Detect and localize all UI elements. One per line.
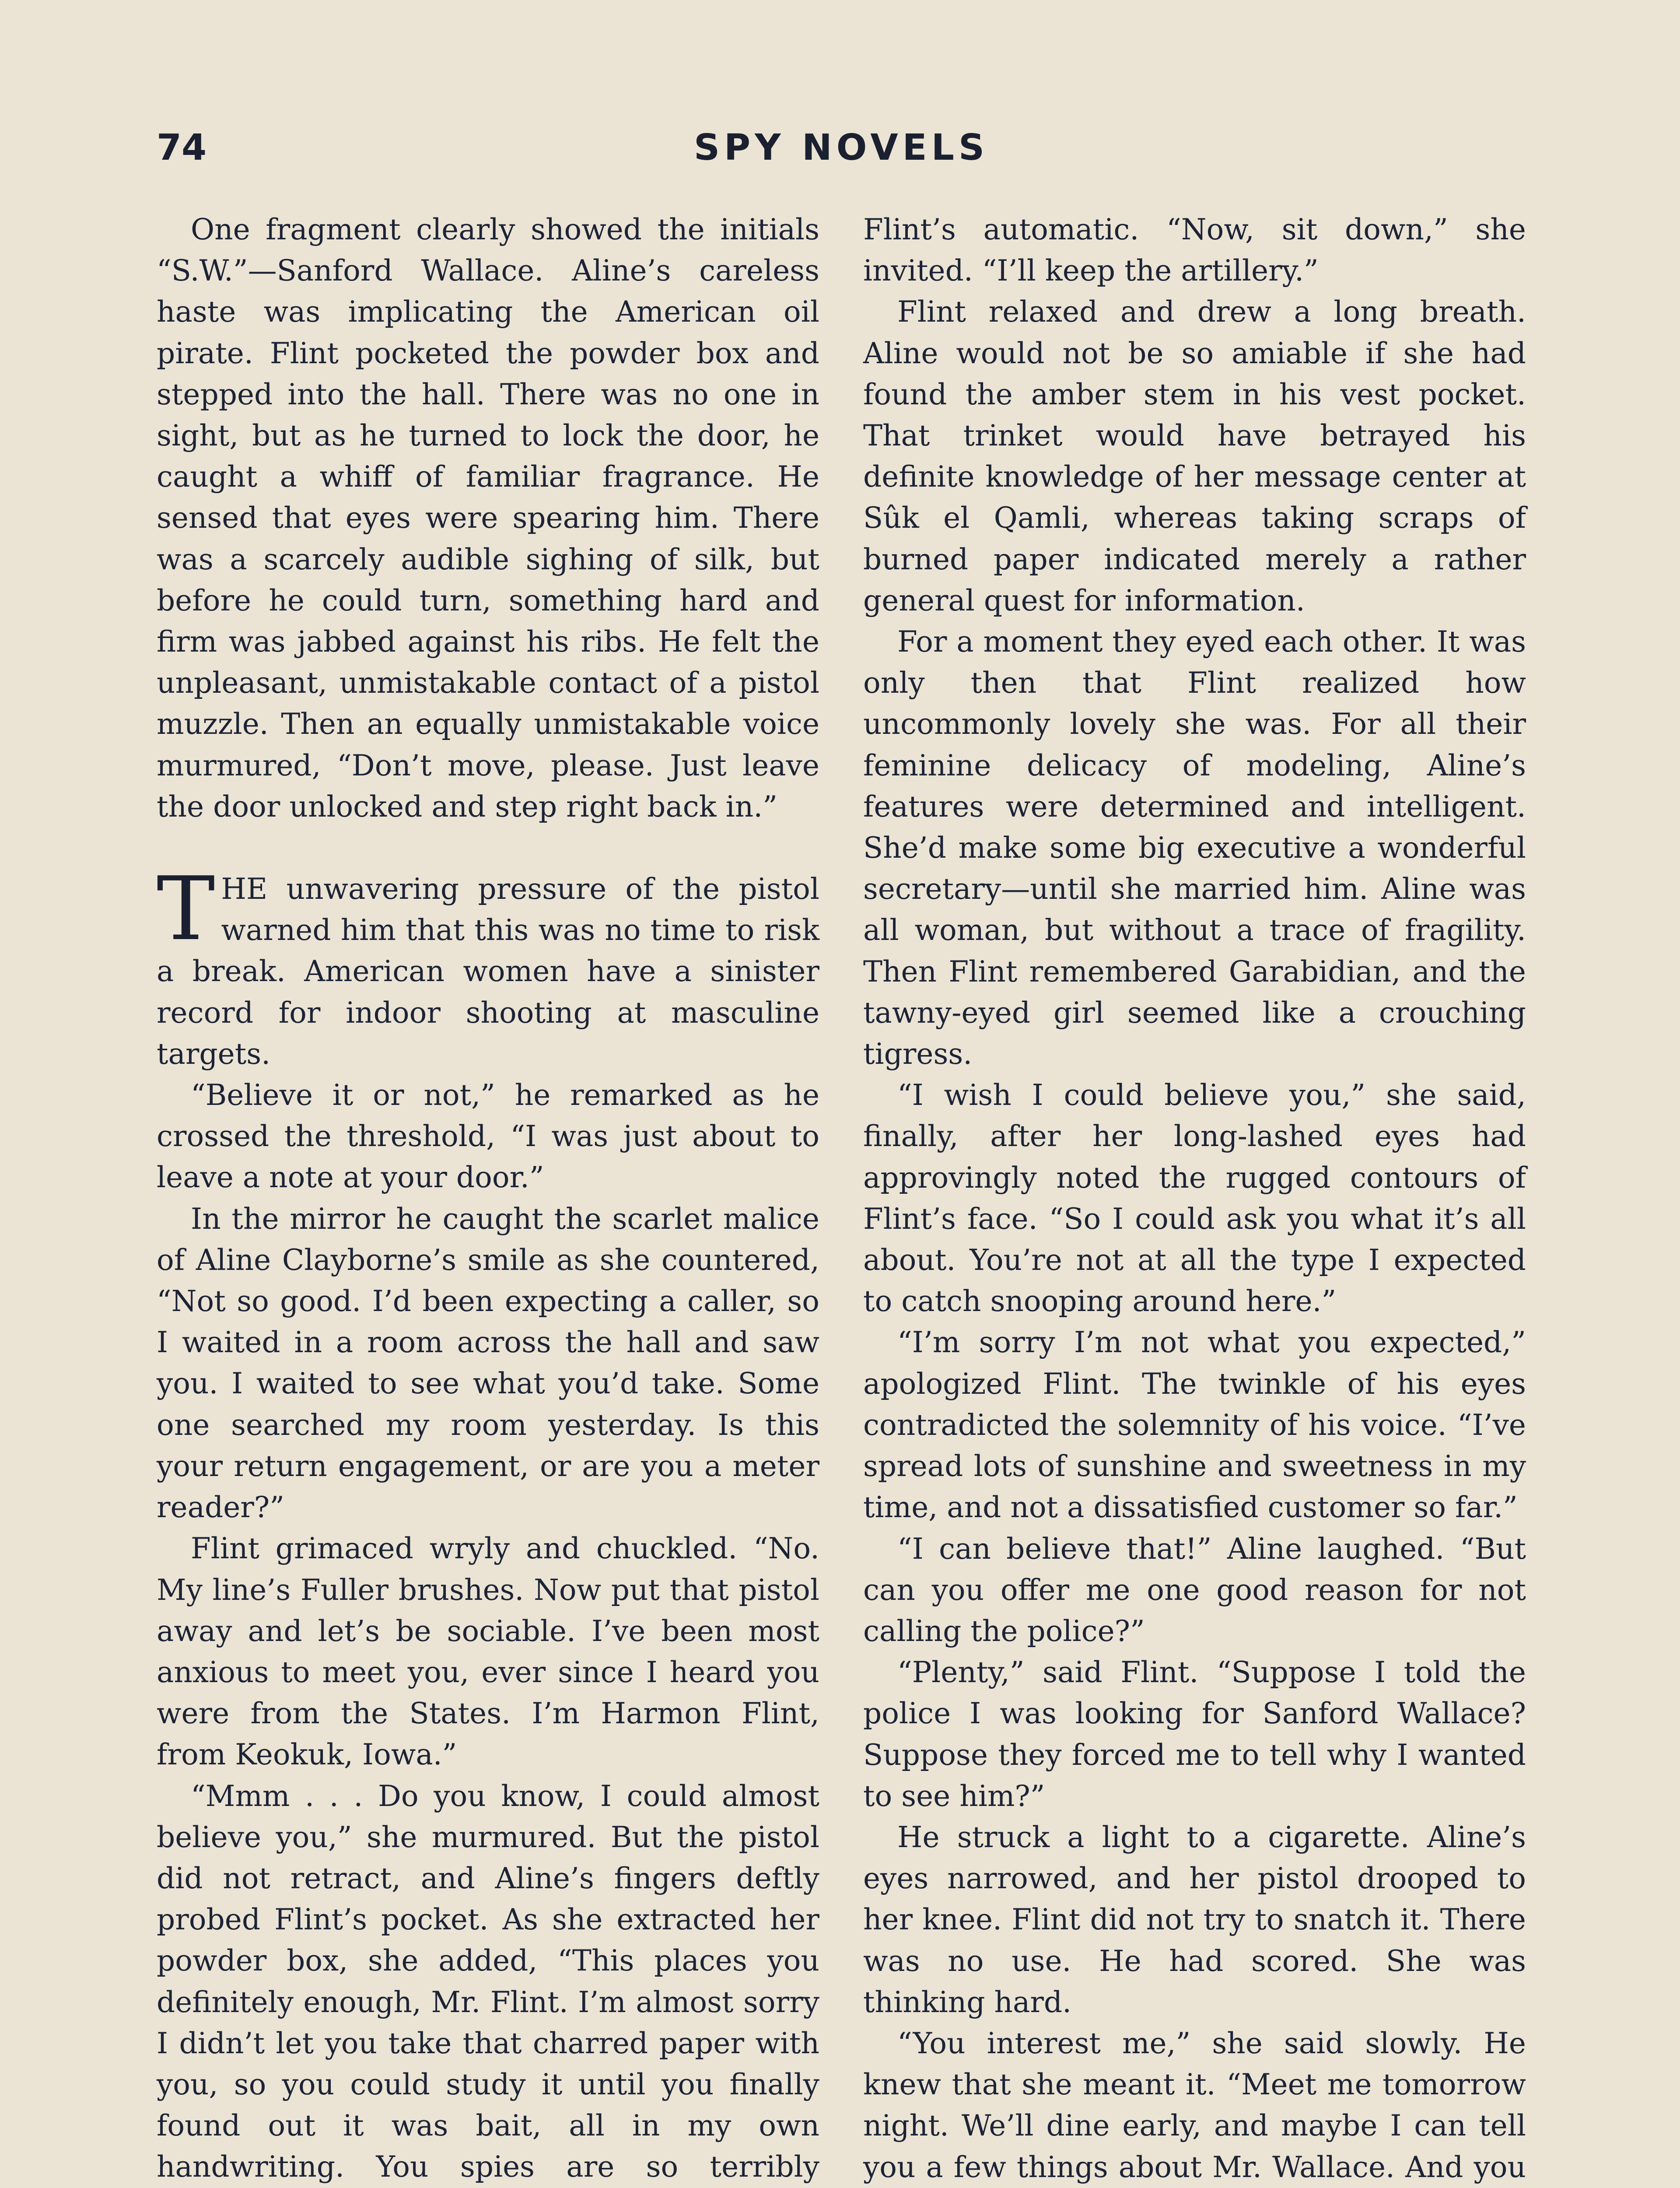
paragraph: Flint grimaced wryly and chuckled. “No. My line’s Fuller brushes. Now put that pistol away and let’s be sociable. I’ve been most anxious to meet you, ever since I heard you were from the States. I’m Harmon Flint, from Keokuk, Iowa.” xyxy=(157,1532,819,1772)
paragraph: “I’m sorry I’m not what you expected,” apologized Flint. The twinkle of his eyes contradicted the solemnity of his voice. “I’ve spread lots of sunshine and sweetness in my time, and not a dissatisfied customer so far.” xyxy=(863,1325,1526,1525)
section-start-paragraph xyxy=(157,858,819,1075)
paragraph: “Plenty,” said Flint. “Suppose I told the police I was looking for Sanford Wallace? Suppose they forced me to tell why I wanted to see him?” xyxy=(863,1655,1526,1813)
paragraph: One fragment clearly showed the initials “S.W.”—Sanford Wallace. Aline’s careless haste was implicating the American oil pirate. Flint pocketed the powder box and stepped into the hall. There was no one in sight, but as he turned to lock the door, he caught a whiff of familiar fragrance. He sensed that eyes were spearing him. There was a scarcely audible sighing of silk, but before he could turn, something hard and firm was jabbed against his ribs. He felt the unpleasant, unmistakable contact of a pistol muzzle. Then an equally unmistakable voice murmured, “Don’t move, please. Just leave the door unlocked and step right back in.” xyxy=(157,213,819,824)
page-number: 74 xyxy=(157,127,207,168)
paragraph: “You interest me,” she said slowly. He knew that she meant it. “Meet me tomorrow night. We’ll dine early, and maybe I can tell you a few things about Mr. Wallace. And you xyxy=(863,2026,1526,2184)
paragraph: For a moment they eyed each other. It was only then that Flint realized how uncommonly lovely she was. For all their feminine delicacy of modeling, Aline’s features were determined and intelligent. She’d make some big executive a wonderful secretary—until she married him. Aline was all woman, but without a trace of fragility. Then Flint remembered Garabidian, and the tawny-eyed girl seemed like a crouching tigress. xyxy=(863,625,1526,1071)
paragraph: “I wish I could believe you,” she said, finally, after her long-lashed eyes had approvingly noted the rugged contours of Flint’s face. “So I could ask you what it’s all about. You’re not at all the type I expected to catch snooping around here.” xyxy=(863,1078,1526,1318)
running-title: SPY NOVELS xyxy=(694,127,989,168)
drop-cap: T xyxy=(157,858,215,961)
paragraph-text: HE unwavering pressure of the pistol warned him that this was no time to risk a break. American women have a sinister record for indoor shooting at masculine targets. xyxy=(157,872,819,1071)
paragraph: Flint relaxed and drew a long breath. Aline would not be so amiable if she had found the amber stem in his vest pocket. That trinket would have betrayed his definite knowledge of her message center at Sûk el Qamli, whereas taking scraps of burned paper indicated merely a rather general quest for information. xyxy=(863,295,1526,617)
paragraph: “I can believe that!” Aline laughed. “But can you offer me one good reason for not calling the police?” xyxy=(863,1532,1526,1648)
paragraph: “Believe it or not,” he remarked as he crossed the threshold, “I was just about to leave a note at your door.” xyxy=(157,1078,819,1195)
paragraph: Flint’s automatic. “Now, sit down,” she invited. “I’ll keep the artillery.” xyxy=(863,213,1526,288)
paragraph: “Mmm . . . Do you know, I could almost believe you,” she murmured. But the pistol did not retract, and Aline’s fingers deftly probed Flint’s pocket. As she extracted her powder box, she added, “This places you definitely enough, Mr. Flint. I’m almost sorry I didn’t let you take that charred paper with you, so you could study it until you finally found out it was bait, all in my own handwriting. You spies are so terribly xyxy=(157,1779,819,2184)
paragraph: In the mirror he caught the scarlet malice of Aline Clayborne’s smile as she countered, “Not so good. I’d been expecting a caller, so I waited in a room across the hall and saw you. I waited to see what you’d take. Some one searched my room yesterday. Is this your return engagement, or are you a meter reader?” xyxy=(157,1202,819,1525)
paragraph: He struck a light to a cigarette. Aline’s eyes narrowed, and her pistol drooped to her knee. Flint did not try to snatch it. There was no use. He had scored. She was thinking hard. xyxy=(863,1820,1526,2019)
left-column xyxy=(157,209,819,2188)
right-column xyxy=(863,209,1526,2188)
page-header xyxy=(157,127,1526,179)
